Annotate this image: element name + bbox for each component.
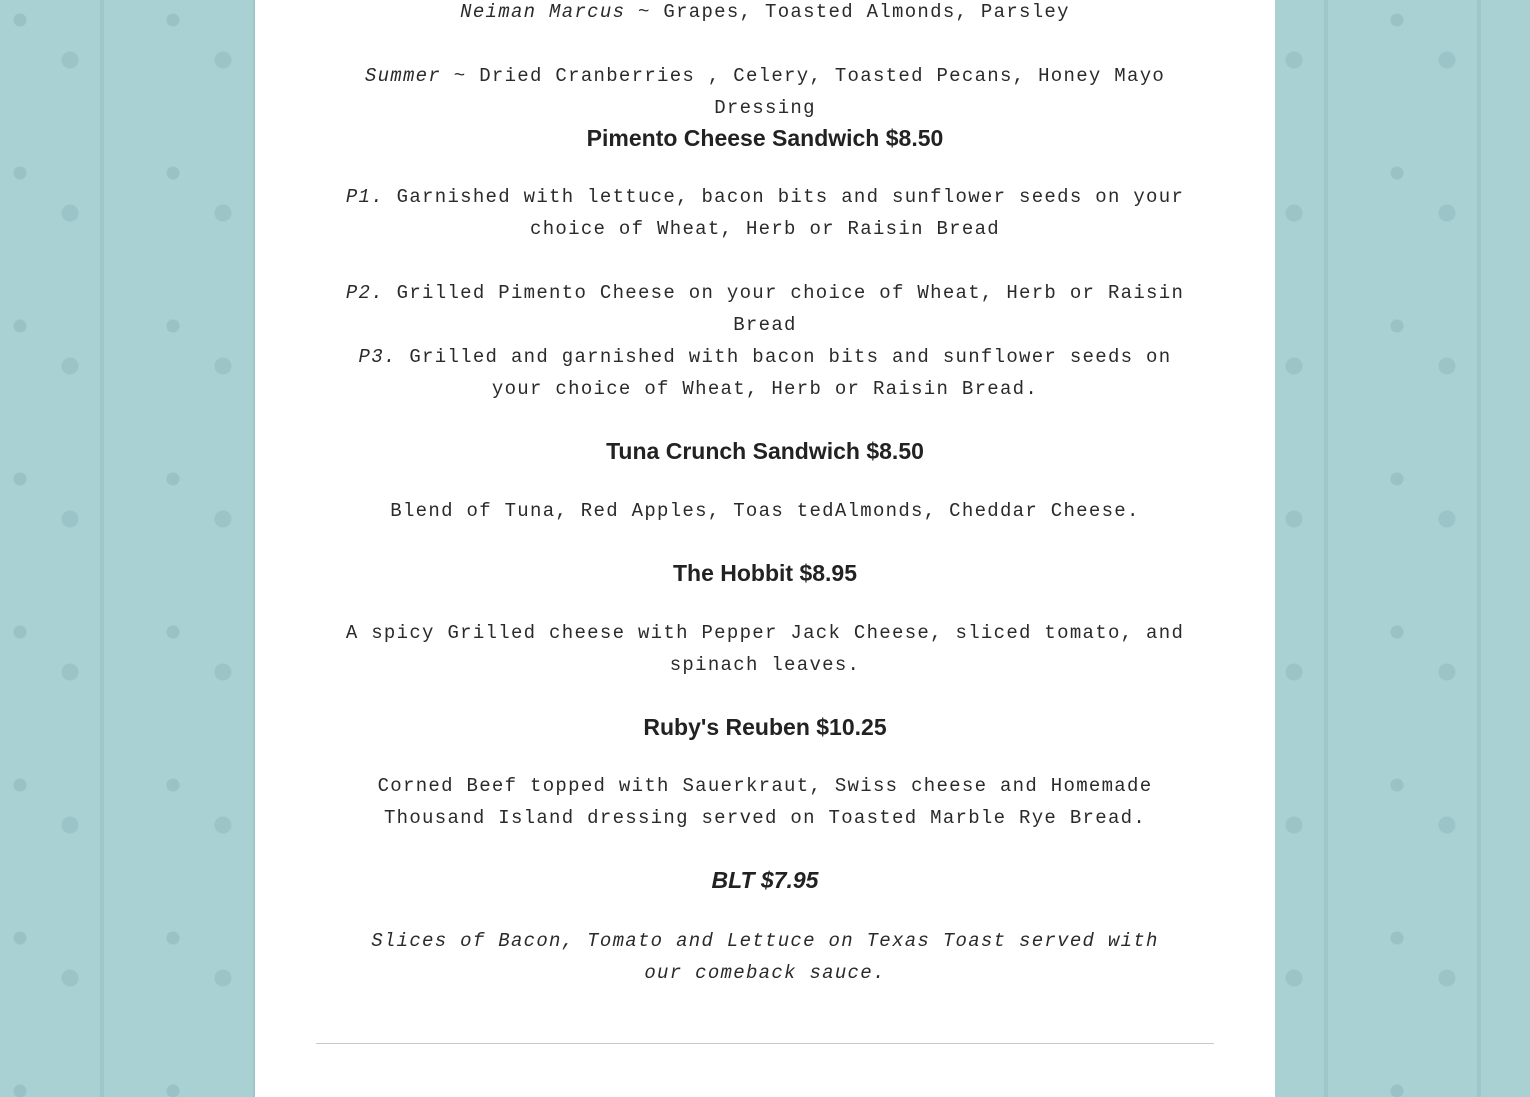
salad-description: Grapes, Toasted Almonds, Parsley xyxy=(663,1,1070,23)
pimento-option-p3: P3. Grilled and garnished with bacon bits and sunflower seeds on your choice of Wheat, Herb or Raisin Bread. xyxy=(358,346,1172,400)
reuben-title: Ruby's Reuben $10.25 xyxy=(643,714,887,740)
salad-neiman-marcus: Neiman Marcus ~ Grapes, Toasted Almonds, Parsley xyxy=(460,1,1070,23)
salad-name: Summer xyxy=(364,65,442,87)
reuben-description: Corned Beef topped with Sauerkraut, Swiss cheese and Homemade Thousand Island dressing served on Toasted Marble Rye Bread. xyxy=(377,775,1153,829)
tuna-description: Blend of Tuna, Red Apples, Toas tedAlmonds, Cheddar Cheese. xyxy=(390,500,1140,522)
salad-name: Neiman Marcus xyxy=(460,1,626,23)
pimento-option-p2: P2. Grilled Pimento Cheese on your choice of Wheat, Herb or Raisin Bread xyxy=(345,282,1185,336)
hobbit-description: A spicy Grilled cheese with Pepper Jack Cheese, sliced tomato, and spinach leaves. xyxy=(345,622,1185,676)
blt-description: Slices of Bacon, Tomato and Lettuce on Texas Toast served with our comeback sauce. xyxy=(371,930,1159,984)
salad-description: Dried Cranberries , Celery, Toasted Pecans, Honey Mayo Dressing xyxy=(479,65,1166,119)
hobbit-title: The Hobbit $8.95 xyxy=(672,560,858,586)
menu-page xyxy=(255,0,1275,1097)
tuna-title: Tuna Crunch Sandwich $8.50 xyxy=(606,438,924,464)
pimento-title: Pimento Cheese Sandwich $8.50 xyxy=(586,125,944,151)
blt-title: BLT $7.95 xyxy=(711,867,819,893)
salad-summer: Summer ~ Dried Cranberries , Celery, Toasted Pecans, Honey Mayo Dressing xyxy=(364,65,1166,119)
section-divider xyxy=(316,1043,1214,1044)
pimento-option-p1: P1. Garnished with lettuce, bacon bits and sunflower seeds on your choice of Wheat, Herb or Raisin Bread xyxy=(345,186,1185,240)
